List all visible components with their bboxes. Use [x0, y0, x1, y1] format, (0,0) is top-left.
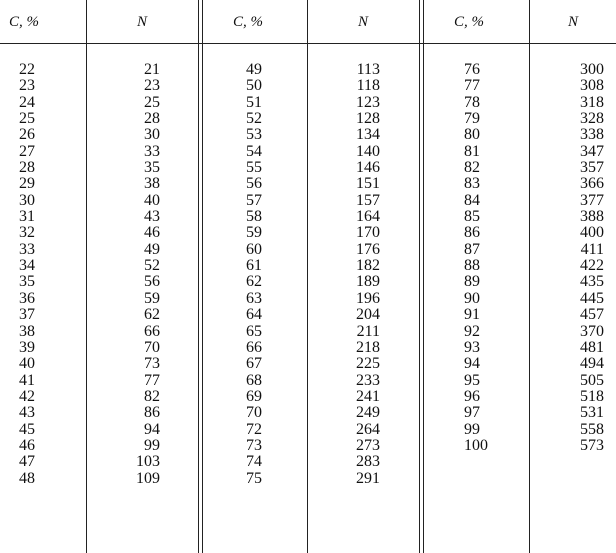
cell-c-value: 68 [246, 371, 262, 389]
cell-c-value: 76 [464, 61, 480, 78]
cell-n-value: 300 [580, 61, 604, 78]
header-n-2: N [357, 14, 368, 30]
cell-c-value: 73 [246, 436, 262, 454]
cell-c-value: 35 [19, 273, 35, 291]
cell-n-value: 82 [144, 387, 160, 405]
cell-c-value: 48 [19, 469, 35, 487]
cell-n-value: 411 [580, 240, 604, 258]
group-divider [419, 0, 420, 553]
column-divider [529, 0, 530, 553]
cell-n-value: 328 [580, 110, 604, 128]
cell-c-value: 70 [246, 404, 262, 422]
cell-c-value: 24 [19, 93, 35, 111]
cell-n-value: 73 [144, 355, 160, 373]
cell-n-value: 103 [136, 453, 160, 471]
cell-c-value: 25 [19, 110, 35, 128]
column-n-1 [120, 62, 160, 487]
cell-c-value: 22 [19, 61, 35, 78]
cell-c-value: 62 [246, 273, 262, 291]
cell-n-value: 233 [356, 371, 380, 389]
cell-n-value: 164 [356, 208, 380, 226]
cell-n-value: 25 [144, 93, 160, 111]
cell-n-value: 99 [144, 436, 160, 454]
cell-n-value: 109 [136, 469, 160, 487]
cell-n-value: 388 [580, 208, 604, 226]
header-c-2: C, % [233, 14, 263, 30]
cell-c-value: 23 [19, 77, 35, 95]
cell-c-value: 36 [19, 289, 35, 307]
column-c-2 [246, 62, 286, 487]
cell-n-value: 113 [356, 61, 380, 78]
cell-c-value: 82 [464, 159, 480, 177]
cell-c-value: 38 [19, 322, 35, 340]
cell-c-value: 79 [464, 110, 480, 128]
cell-c-value: 97 [464, 404, 480, 422]
cell-n-value: 170 [356, 224, 380, 242]
cell-c-value: 30 [19, 191, 35, 209]
cell-c-value: 49 [246, 61, 262, 78]
cell-c-value: 95 [464, 371, 480, 389]
cell-c-value: 84 [464, 191, 480, 209]
cell-n-value: 283 [356, 453, 380, 471]
cell-n-value: 134 [356, 126, 380, 144]
cell-c-value: 39 [19, 338, 35, 356]
cell-n-value: 211 [356, 322, 380, 340]
cell-n-value: 445 [580, 289, 604, 307]
cell-c-value: 75 [246, 469, 262, 487]
column-n-3 [560, 62, 604, 454]
cell-n-value: 366 [580, 175, 604, 193]
cell-c-value: 91 [464, 306, 480, 324]
cell-c-value: 54 [246, 142, 262, 160]
cell-c-value: 32 [19, 224, 35, 242]
cell-n-value: 422 [580, 257, 604, 275]
cell-n-value: 182 [356, 257, 380, 275]
cell-n-value: 28 [144, 110, 160, 128]
cell-n-value: 43 [144, 208, 160, 226]
cell-c-value: 63 [246, 289, 262, 307]
cell-c-value: 77 [464, 77, 480, 95]
group-divider [423, 0, 424, 553]
cell-c-value: 81 [464, 142, 480, 160]
cell-c-value: 60 [246, 240, 262, 258]
cell-n-value: 30 [144, 126, 160, 144]
column-divider [307, 0, 308, 553]
cell-n-value: 481 [580, 338, 604, 356]
cell-n-value: 151 [356, 175, 380, 193]
cell-c-value: 51 [246, 93, 262, 111]
cell-n-value: 35 [144, 159, 160, 177]
cell-c-value: 92 [464, 322, 480, 340]
cell-n-value: 59 [144, 289, 160, 307]
cell-n-value: 118 [356, 77, 380, 95]
cell-n-value: 338 [580, 126, 604, 144]
column-n-2 [340, 62, 380, 487]
cell-c-value: 27 [19, 142, 35, 160]
cell-n-value: 505 [580, 371, 604, 389]
cell-n-value: 77 [144, 371, 160, 389]
cell-c-value: 61 [246, 257, 262, 275]
cell-c-value: 89 [464, 273, 480, 291]
cell-n-value: 176 [356, 240, 380, 258]
cell-c-value: 28 [19, 159, 35, 177]
cell-c-value: 46 [19, 436, 35, 454]
cell-c-value: 50 [246, 77, 262, 95]
cell-n-value: 49 [144, 240, 160, 258]
cell-c-value: 100 [464, 436, 488, 454]
header-c-1: C, % [9, 14, 39, 30]
cell-c-value: 31 [19, 208, 35, 226]
cell-n-value: 62 [144, 306, 160, 324]
cell-n-value: 347 [580, 142, 604, 160]
cell-n-value: 52 [144, 257, 160, 275]
cell-c-value: 41 [19, 371, 35, 389]
cell-c-value: 83 [464, 175, 480, 193]
group-divider [198, 0, 199, 553]
cell-n-value: 370 [580, 322, 604, 340]
cell-c-value: 37 [19, 306, 35, 324]
cell-n-value: 241 [356, 387, 380, 405]
cell-c-value: 67 [246, 355, 262, 373]
cell-n-value: 273 [356, 436, 380, 454]
cell-c-value: 93 [464, 338, 480, 356]
group-divider [202, 0, 203, 553]
cell-n-value: 21 [144, 61, 160, 78]
cell-c-value: 88 [464, 257, 480, 275]
cell-c-value: 55 [246, 159, 262, 177]
cell-n-value: 94 [144, 420, 160, 438]
cell-c-value: 40 [19, 355, 35, 373]
cell-c-value: 59 [246, 224, 262, 242]
cell-n-value: 457 [580, 306, 604, 324]
cell-n-value: 218 [356, 338, 380, 356]
cell-n-value: 46 [144, 224, 160, 242]
cell-n-value: 123 [356, 93, 380, 111]
cell-c-value: 45 [19, 420, 35, 438]
cell-c-value: 29 [19, 175, 35, 193]
cell-n-value: 140 [356, 142, 380, 160]
cell-c-value: 65 [246, 322, 262, 340]
cell-n-value: 225 [356, 355, 380, 373]
cell-n-value: 400 [580, 224, 604, 242]
cell-n-value: 56 [144, 273, 160, 291]
cell-n-value: 573 [580, 436, 604, 454]
header-c-3: C, % [454, 14, 484, 30]
header-n-1: N [136, 14, 147, 30]
cell-n-value: 518 [580, 387, 604, 405]
cell-n-value: 264 [356, 420, 380, 438]
cell-c-value: 58 [246, 208, 262, 226]
cell-n-value: 377 [580, 191, 604, 209]
cell-c-value: 94 [464, 355, 480, 373]
cell-n-value: 146 [356, 159, 380, 177]
cell-n-value: 86 [144, 404, 160, 422]
cell-n-value: 23 [144, 77, 160, 95]
cell-n-value: 189 [356, 273, 380, 291]
cell-c-value: 47 [19, 453, 35, 471]
column-c-3 [464, 62, 504, 454]
cell-c-value: 43 [19, 404, 35, 422]
cell-c-value: 66 [246, 338, 262, 356]
cell-n-value: 357 [580, 159, 604, 177]
cell-c-value: 90 [464, 289, 480, 307]
cell-n-value: 494 [580, 355, 604, 373]
cell-n-value: 33 [144, 142, 160, 160]
cell-n-value: 308 [580, 77, 604, 95]
cell-c-value: 34 [19, 257, 35, 275]
cell-c-value: 96 [464, 387, 480, 405]
cell-n-value: 291 [356, 469, 380, 487]
cell-c-value: 72 [246, 420, 262, 438]
cell-n-value: 157 [356, 191, 380, 209]
cell-c-value: 57 [246, 191, 262, 209]
cell-c-value: 69 [246, 387, 262, 405]
cell-c-value: 42 [19, 387, 35, 405]
cell-c-value: 80 [464, 126, 480, 144]
cell-n-value: 204 [356, 306, 380, 324]
cell-c-value: 52 [246, 110, 262, 128]
cell-n-value: 435 [580, 273, 604, 291]
cell-n-value: 38 [144, 175, 160, 193]
column-divider [86, 0, 87, 553]
cell-n-value: 196 [356, 289, 380, 307]
cell-n-value: 318 [580, 93, 604, 111]
cell-c-value: 74 [246, 453, 262, 471]
cell-c-value: 87 [464, 240, 480, 258]
header-rule [0, 43, 616, 44]
cell-c-value: 85 [464, 208, 480, 226]
cell-c-value: 99 [464, 420, 480, 438]
cell-n-value: 531 [580, 404, 604, 422]
cell-n-value: 66 [144, 322, 160, 340]
column-c-1 [19, 62, 59, 487]
cell-n-value: 558 [580, 420, 604, 438]
cell-c-value: 53 [246, 126, 262, 144]
cell-c-value: 26 [19, 126, 35, 144]
cell-n-value: 128 [356, 110, 380, 128]
cell-c-value: 33 [19, 240, 35, 258]
cell-c-value: 86 [464, 224, 480, 242]
cell-c-value: 78 [464, 93, 480, 111]
cell-n-value: 70 [144, 338, 160, 356]
cell-c-value: 56 [246, 175, 262, 193]
cell-n-value: 249 [356, 404, 380, 422]
cell-c-value: 64 [246, 306, 262, 324]
cell-n-value: 40 [144, 191, 160, 209]
header-n-3: N [567, 14, 578, 30]
